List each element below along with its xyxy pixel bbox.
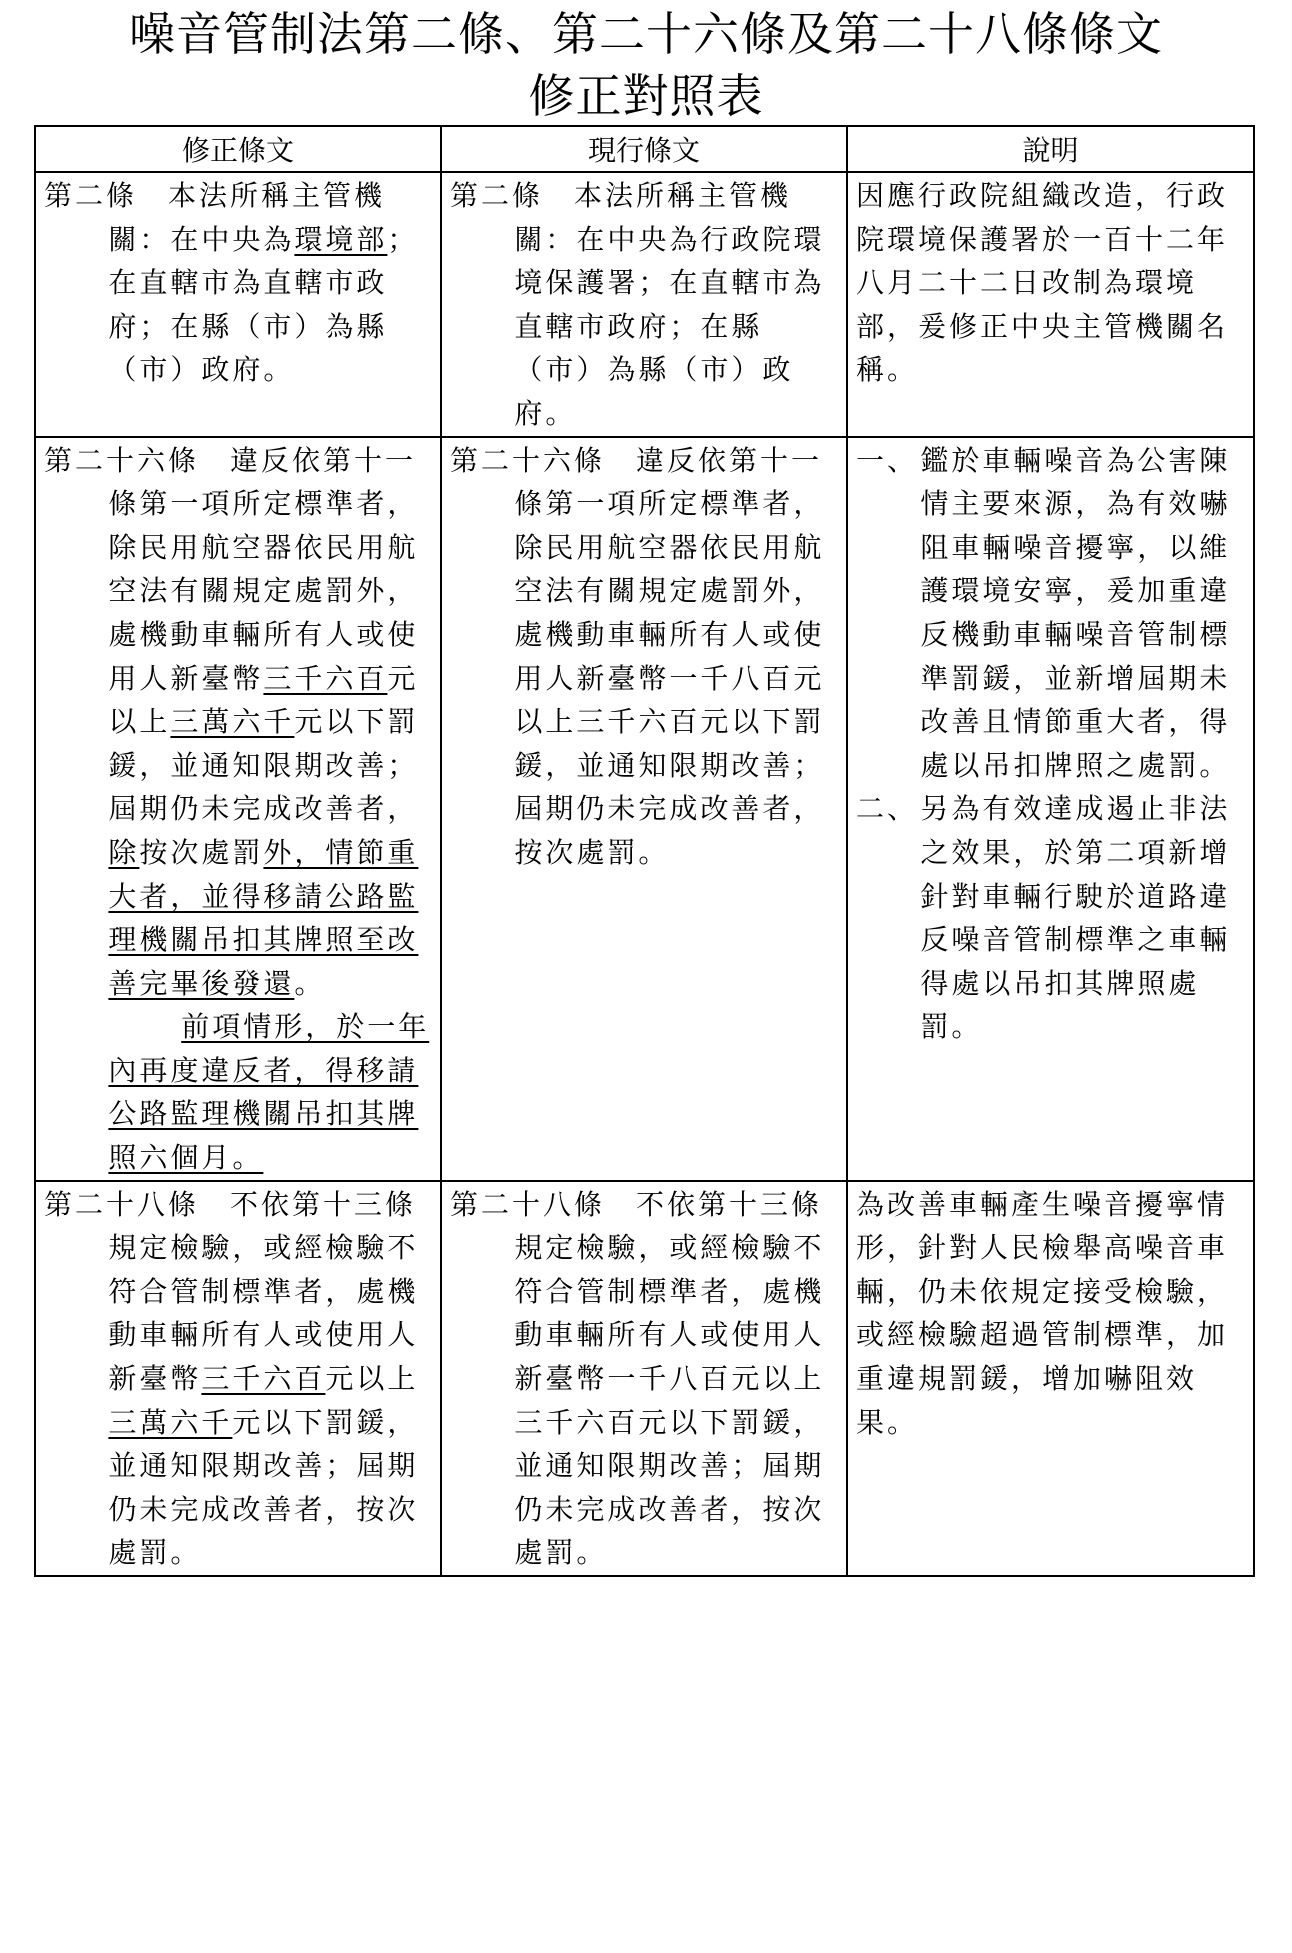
current-article-28: 第二十八條 不依第十三條規定檢驗，或經檢驗不符合管制標準者，處機動車輛所有人或使用人新臺幣一千八百元以上三千六百元以下罰鍰，並通知限期改善；屆期仍未完成改善者，按次處罰。 <box>450 1187 825 1570</box>
explanation-cell <box>847 437 1254 1181</box>
amended-article-28: 第二十八條 不依第十三條規定檢驗，或經檢驗不符合管制標準者，處機動車輛所有人或使用人新臺幣三千六百元以上三萬六千元以下罰鍰，並通知限期改善；屆期仍未完成改善者，按次處罰。 <box>44 1187 419 1570</box>
current-cell <box>441 437 847 1181</box>
amended-cell <box>35 172 441 437</box>
header-amended: 修正條文 <box>35 126 441 172</box>
table-row <box>35 172 1254 437</box>
document-title: 噪音管制法第二條、第二十六條及第二十八條條文 <box>129 7 1163 61</box>
explanation-text: 因應行政院組織改造，行政院環境保護署於一百十二年八月二十二日改制為環境部，爰修正中央主管機關名稱。 <box>856 179 1229 387</box>
amendment-underline: 三千六百 <box>201 1362 326 1396</box>
amendment-underline: 環境部 <box>294 222 388 256</box>
explanation-cell <box>847 172 1254 437</box>
table-row <box>35 437 1254 1181</box>
header-current: 現行條文 <box>441 126 847 172</box>
amendment-underline: 三萬六千 <box>170 705 295 739</box>
header-explanation: 說明 <box>847 126 1254 172</box>
current-article-2: 第二條 本法所稱主管機關：在中央為行政院環境保護署；在直轄市為直轄市政府；在縣（市）為縣（市）政府。 <box>450 179 825 430</box>
amendment-underline: 外，情節重大者，並得移請公路監理機關吊扣其牌照至改善完畢後發還 <box>108 835 419 1000</box>
explanation-cell <box>847 1181 1254 1576</box>
comparison-table <box>34 125 1255 1577</box>
amended-article-2: 第二條 本法所稱主管機關：在中央為環境部；在直轄市為直轄市政府；在縣（市）為縣（市）政府。 <box>44 179 419 387</box>
table-row <box>35 1181 1254 1576</box>
amended-cell <box>35 437 441 1181</box>
amended-article-26-p1: 第二十六條 違反依第十一條第一項所定標準者，除民用航空器依民用航空法有關規定處罰外，處機動車輛所有人或使用人新臺幣三千六百元以上三萬六千元以下罰鍰，並通知限期改善；屆期仍未完成改善者，除按次處罰外，情節重大者，並得移請公路監理機關吊扣其牌照至改善完畢後發還。 <box>44 443 419 1000</box>
amendment-underline: 三萬六千 <box>108 1405 233 1439</box>
amended-article-26-p2: 前項情形，於一年內再度違反者，得移請公路監理機關吊扣其牌照六個月。 <box>108 1010 430 1175</box>
explanation-item: 一、 鑑於車輛噪音為公害陳情主要來源，為有效嚇阻車輛噪音擾寧，以維護環境安寧，爰加重違反機動車輛噪音管制標準罰鍰，並新增屆期未改善且情節重大者，得處以吊扣牌照之處罰。 <box>856 443 1231 782</box>
amendment-underline: 三千六百 <box>263 661 388 695</box>
current-cell <box>441 1181 847 1576</box>
explanation-text: 為改善車輛產生噪音擾寧情形，針對人民檢舉高噪音車輛，仍未依規定接受檢驗，或經檢驗超過管制標準，加重違規罰鍰，增加嚇阻效果。 <box>856 1187 1229 1439</box>
current-article-26: 第二十六條 違反依第十一條第一項所定標準者，除民用航空器依民用航空法有關規定處罰外，處機動車輛所有人或使用人新臺幣一千八百元以上三千六百元以下罰鍰，並通知限期改善；屆期仍未完成改善者，按次處罰。 <box>450 443 825 869</box>
amended-cell <box>35 1181 441 1576</box>
document-subtitle: 修正對照表 <box>528 69 764 123</box>
current-cell <box>441 172 847 437</box>
header-row <box>35 126 1254 172</box>
amendment-underline: 除 <box>108 835 140 869</box>
explanation-item: 二、 另為有效達成遏止非法之效果，於第二項新增針對車輛行駛於道路違反噪音管制標準之車輛得處以吊扣其牌照處罰。 <box>856 792 1231 1044</box>
